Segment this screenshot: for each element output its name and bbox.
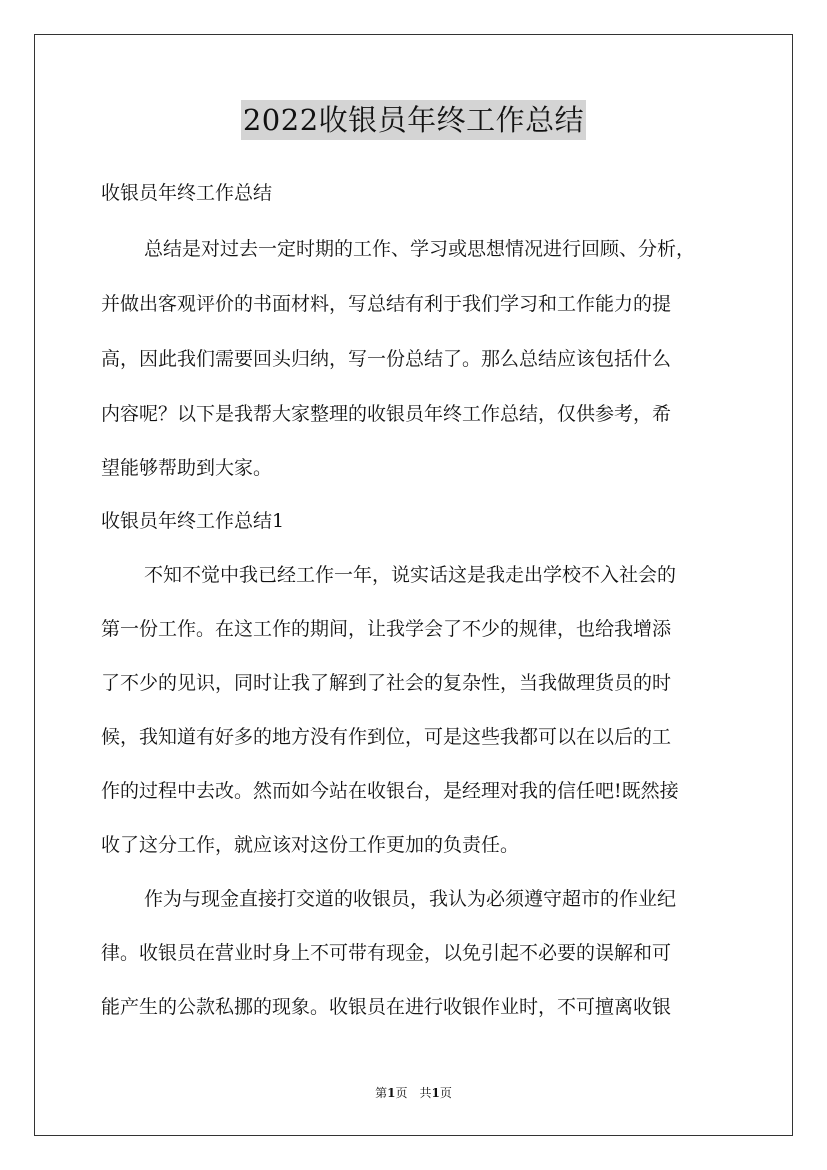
paragraph-line: 内容呢？以下是我帮大家整理的收银员年终工作总结，仅供参考，希 — [101, 403, 672, 425]
title-container — [0, 100, 827, 140]
paragraph-line: 收了这分工作，就应该对这份工作更加的负责任。 — [101, 834, 520, 856]
page-footer — [0, 1085, 827, 1101]
paragraph-line: 不知不觉中我已经工作一年，说实话这是我走出学校不入社会的 — [144, 564, 677, 586]
paragraph-line: 能产生的公款私挪的现象。收银员在进行收银作业时，不可擅离收银 — [101, 996, 672, 1018]
paragraph-line: 律。收银员在营业时身上不可带有现金，以免引起不必要的误解和可 — [101, 942, 672, 964]
document-title: 2022收银员年终工作总结 — [241, 100, 586, 140]
paragraph-line: 候，我知道有好多的地方没有作到位，可是这些我都可以在以后的工 — [101, 726, 672, 748]
paragraph-line: 第一份工作。在这工作的期间，让我学会了不少的规律，也给我增添 — [101, 618, 672, 640]
page-number-total: 1 — [431, 1086, 440, 1100]
section-heading: 收银员年终工作总结 — [101, 182, 273, 204]
paragraph-line: 作的过程中去改。然而如今站在收银台，是经理对我的信任吧!既然接 — [101, 780, 679, 802]
paragraph-line: 高，因此我们需要回头归纳，写一份总结了。那么总结应该包括什么 — [101, 348, 672, 370]
paragraph-line: 总结是对过去一定时期的工作、学习或思想情况进行回顾、分析， — [144, 238, 696, 260]
page-number-current: 1 — [387, 1086, 396, 1100]
paragraph-line: 了不少的见识，同时让我了解到了社会的复杂性，当我做理货员的时 — [101, 672, 672, 694]
page-number-suffix: 页 — [439, 1086, 452, 1100]
section-heading: 收银员年终工作总结1 — [101, 510, 285, 532]
paragraph-line: 望能够帮助到大家。 — [101, 457, 273, 479]
paragraph-line: 作为与现金直接打交道的收银员，我认为必须遵守超市的作业纪 — [144, 888, 677, 910]
page-number-mid: 页 共 — [395, 1086, 432, 1100]
paragraph-line: 并做出客观评价的书面材料，写总结有利于我们学习和工作能力的提 — [101, 293, 672, 315]
page-number-prefix: 第 — [375, 1086, 388, 1100]
